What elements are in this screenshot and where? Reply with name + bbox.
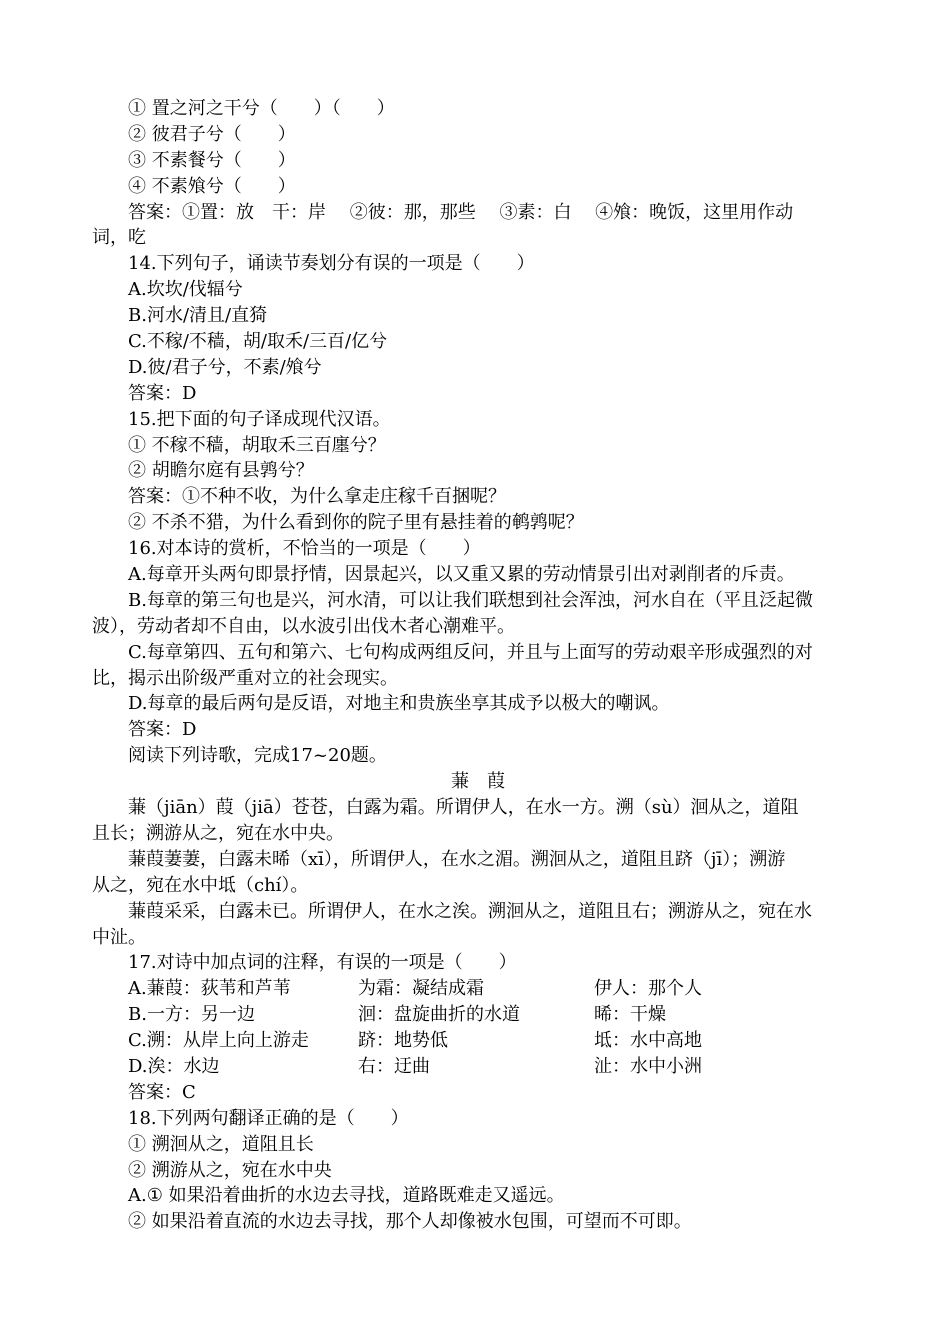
text-line: ② 溯游从之，宛在水中央 [128, 1159, 332, 1181]
text-line: A.① 如果沿着曲折的水边去寻找，道路既难走又遥远。 [128, 1185, 565, 1207]
text-line: 且长；溯游从之，宛在水中央。 [92, 822, 344, 844]
option-cell: 坻：水中高地 [594, 1030, 702, 1052]
text-line: 蒹葭采采，白露未已。所谓伊人，在水之涘。溯洄从之，道阻且右；溯游从之，宛在水 [128, 900, 812, 922]
text-line: 阅读下列诗歌，完成17~20题。 [128, 745, 387, 767]
text-line: ① 不稼不穑，胡取禾三百廛兮？ [128, 434, 386, 456]
text-line: 17.对诗中加点词的注释，有误的一项是（ ） [128, 952, 517, 974]
option-cell: D.涘：水边 [128, 1055, 220, 1077]
option-row [92, 1002, 864, 1028]
text-line: ① 溯洄从之，道阻且长 [128, 1133, 314, 1155]
text-line: 波），劳动者却不自由，以水波引出伐木者心潮难平。 [92, 615, 515, 637]
text-line: 答案：D [128, 382, 197, 404]
text-line: A.每章开头两句即景抒情，因景起兴，以又重又累的劳动情景引出对剥削者的斥责。 [128, 564, 795, 586]
option-cell: 跻：地势低 [358, 1030, 448, 1052]
text-line: ② 胡瞻尔庭有县鹑兮？ [128, 460, 314, 482]
text-line: 14.下列句子，诵读节奏划分有误的一项是（ ） [128, 253, 535, 275]
text-line: 答案：D [128, 719, 197, 741]
text-line: 比，揭示出阶级严重对立的社会现实。 [92, 667, 398, 689]
text-line: C.每章第四、五句和第六、七句构成两组反问，并且与上面写的劳动艰辛形成强烈的对 [128, 641, 813, 663]
text-line: 16.对本诗的赏析，不恰当的一项是（ ） [128, 538, 481, 560]
text-line: 答案：C [128, 1081, 196, 1103]
text-line: C.不稼/不穑，胡/取禾/三百/亿兮 [128, 331, 388, 353]
text-line: 答案：①置：放 干：岸 ②彼：那，那些 ③素：白 ④飧：晚饭，这里用作动 [128, 201, 794, 223]
option-cell: C.溯：从岸上向上游走 [128, 1030, 309, 1052]
text-line: 15.把下面的句子译成现代汉语。 [128, 408, 391, 430]
option-cell: B.一方：另一边 [128, 1004, 255, 1026]
text-line: 从之，宛在水中坻（chí）。 [92, 874, 309, 896]
text-line: ④ 不素飧兮（ ） [128, 175, 296, 197]
text-line: ③ 不素餐兮（ ） [128, 149, 296, 171]
document-body [92, 96, 864, 1235]
option-row [92, 1054, 864, 1080]
option-cell: A.蒹葭：荻苇和芦苇 [128, 978, 291, 1000]
text-line: B.河水/清且/直猗 [128, 305, 268, 327]
text-line: D.每章的最后两句是反语，对地主和贵族坐享其成予以极大的嘲讽。 [128, 693, 670, 715]
text-line: ② 彼君子兮（ ） [128, 123, 296, 145]
text-line: 词，吃 [92, 227, 146, 249]
option-row [92, 976, 864, 1002]
option-cell: 右：迂曲 [358, 1055, 430, 1077]
text-line: ① 置之河之干兮（ ）（ ） [128, 98, 395, 119]
text-line: 答案：①不种不收，为什么拿走庄稼千百捆呢？ [128, 486, 506, 508]
text-line: A.坎坎/伐辐兮 [128, 279, 243, 301]
text-line: B.每章的第三句也是兴，河水清，可以让我们联想到社会浑浊，河水自在（平且泛起微 [128, 589, 813, 611]
text-line: ② 如果沿着直流的水边去寻找，那个人却像被水包围，可望而不可即。 [128, 1211, 692, 1233]
option-row [92, 1028, 864, 1054]
option-cell: 晞：干燥 [594, 1004, 666, 1026]
option-cell: 沚：水中小洲 [594, 1055, 702, 1077]
option-cell: 为霜：凝结成霜 [358, 978, 484, 1000]
text-line: 蒹（jiān）葭（jiā）苍苍，白露为霜。所谓伊人，在水一方。溯（sù）洄从之，道阻 [128, 797, 799, 819]
text-line: D.彼/君子兮，不素/飧兮 [128, 356, 322, 378]
text-line: ② 不杀不猎，为什么看到你的院子里有悬挂着的鹌鹑呢？ [128, 512, 584, 534]
text-line: 蒹葭萋萋，白露未晞（xī），所谓伊人，在水之湄。溯洄从之，道阻且跻（jī）；溯游 [128, 848, 786, 870]
text-line: 中沚。 [92, 926, 146, 948]
text-line: 18.下列两句翻译正确的是（ ） [128, 1107, 409, 1129]
option-cell: 伊人：那个人 [594, 978, 702, 1000]
poem-title: 蒹 葭 [451, 771, 505, 793]
option-cell: 洄：盘旋曲折的水道 [358, 1004, 520, 1026]
